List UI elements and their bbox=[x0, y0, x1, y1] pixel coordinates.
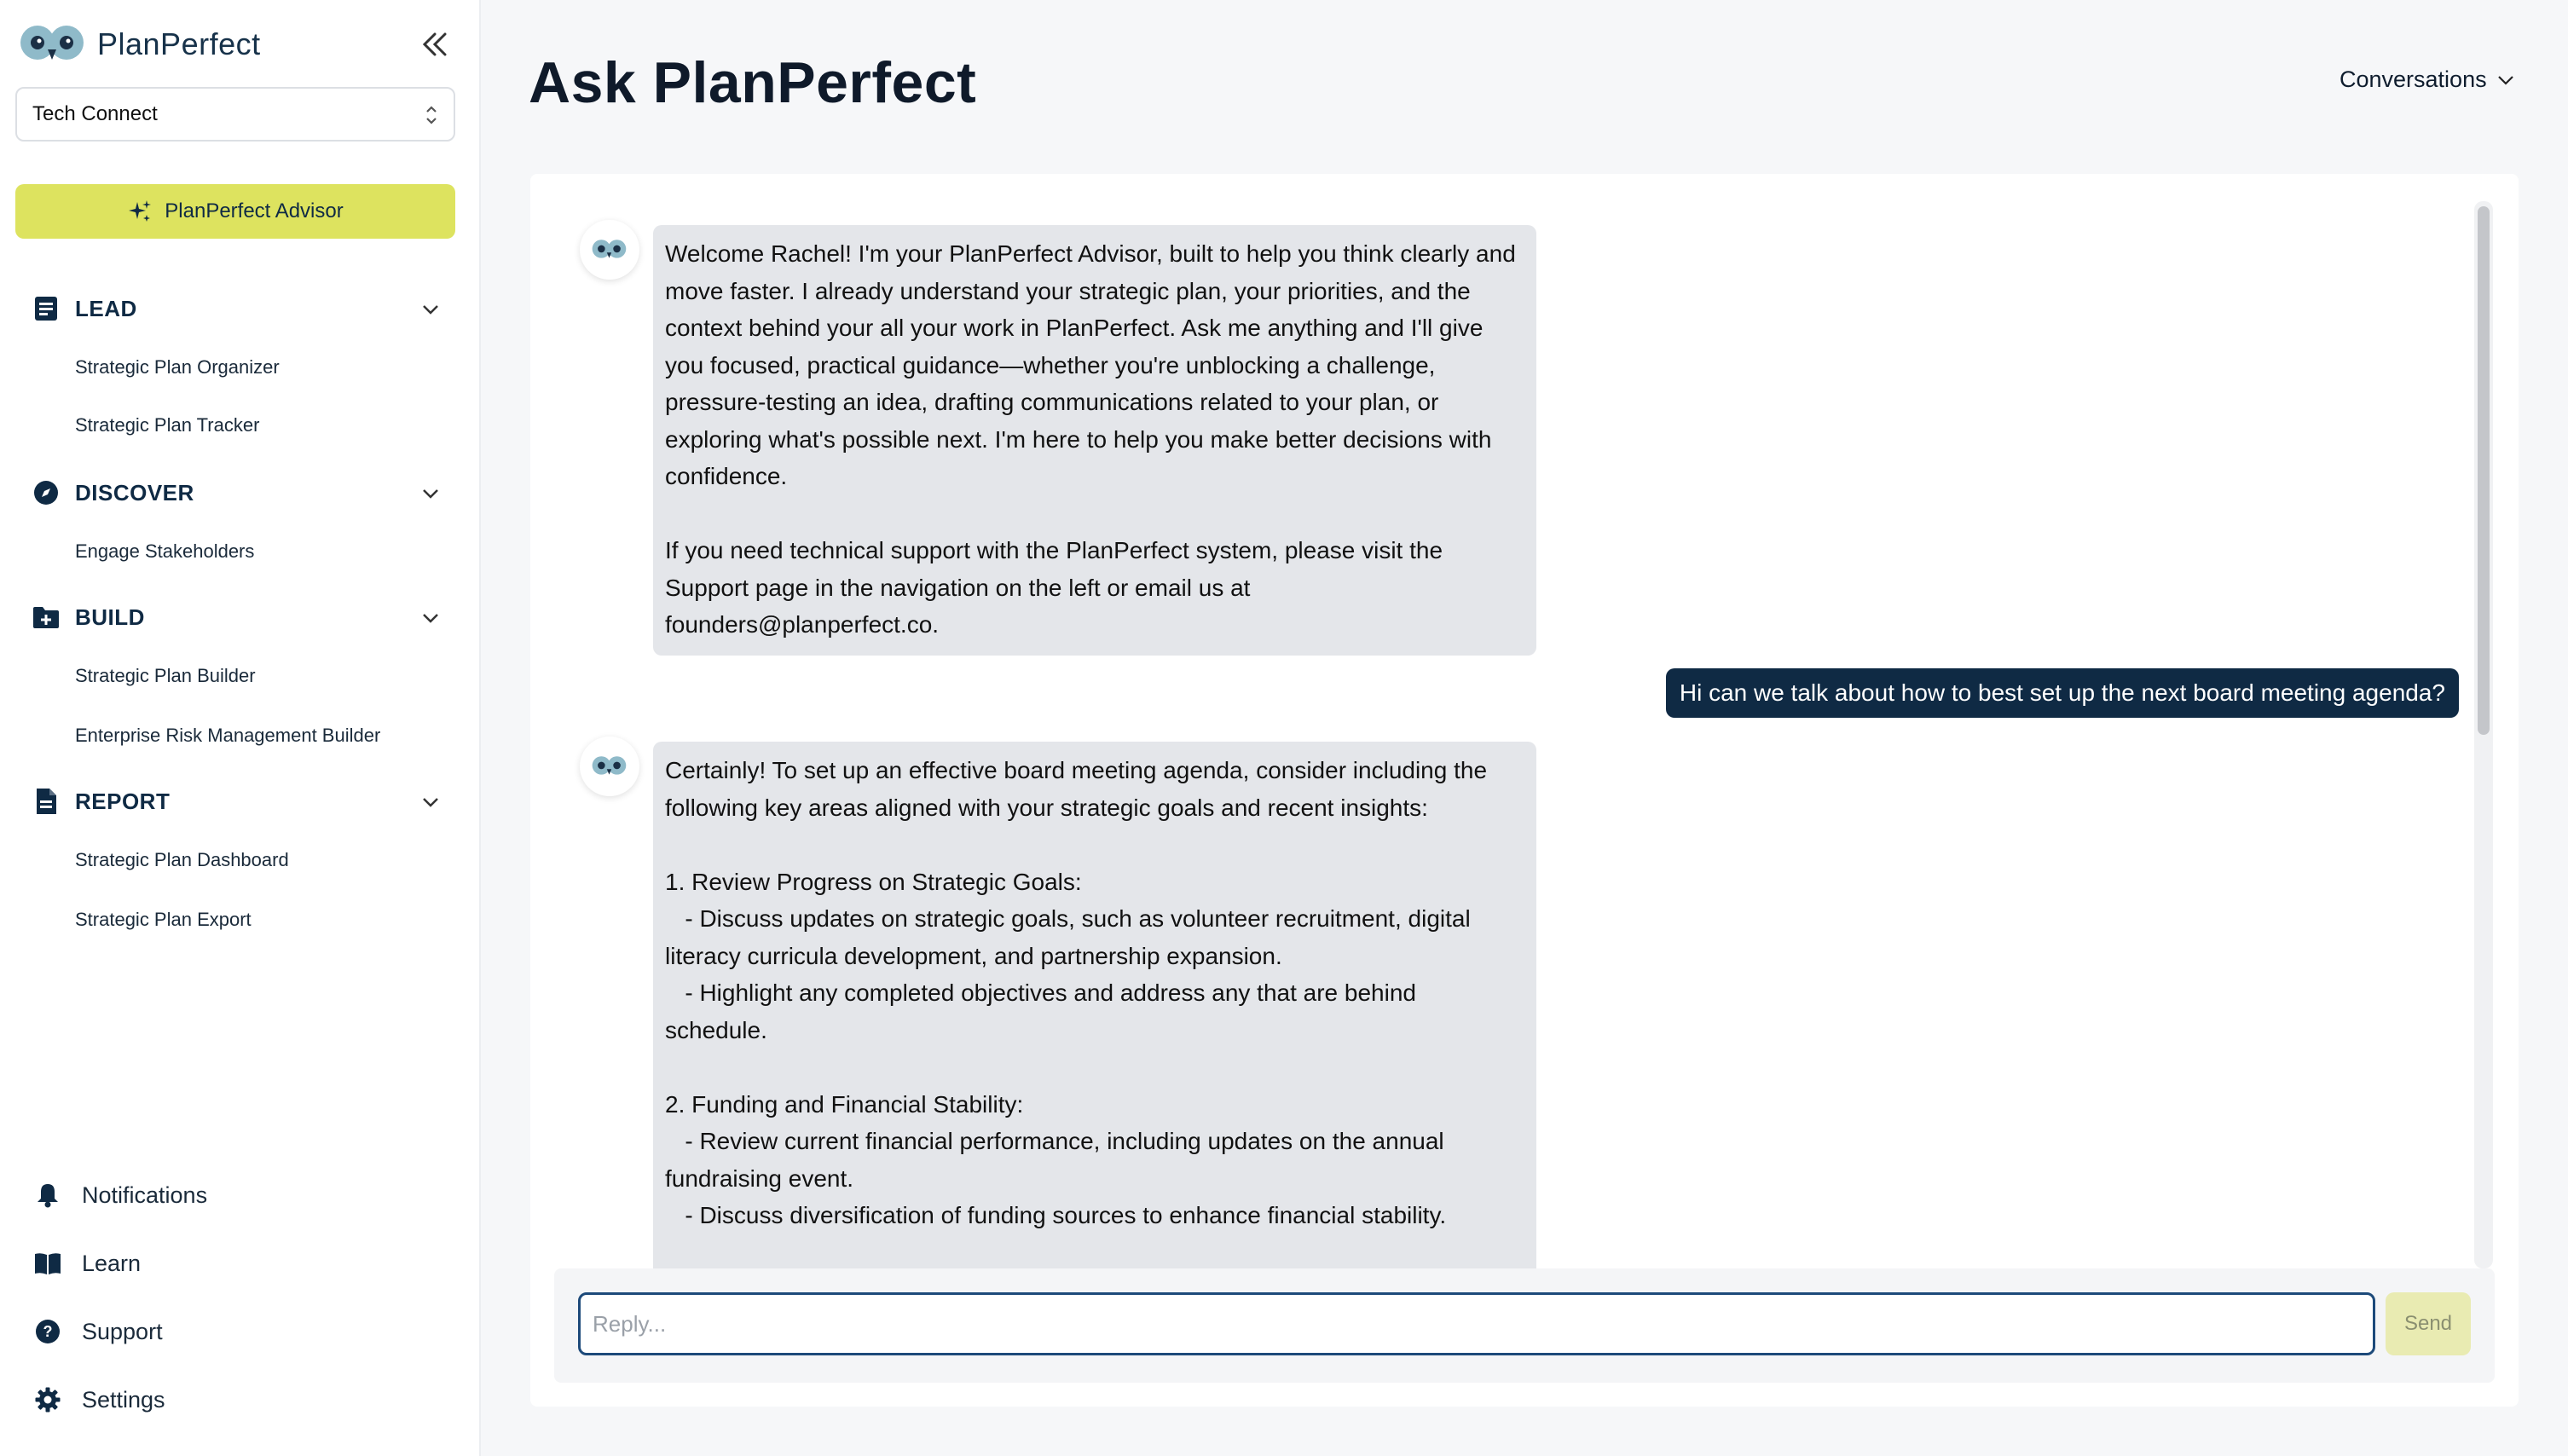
sparkles-icon bbox=[127, 199, 153, 224]
nav-support[interactable] bbox=[34, 1313, 163, 1350]
owl-avatar-icon bbox=[590, 237, 629, 263]
user-message: Hi can we talk about how to best set up the next board meeting agenda? bbox=[1666, 668, 2459, 718]
advisor-avatar bbox=[580, 737, 639, 796]
brand-name: PlanPerfect bbox=[97, 26, 261, 61]
message-list[interactable] bbox=[530, 201, 2474, 1268]
chevron-down-icon[interactable] bbox=[419, 791, 442, 813]
collapse-sidebar-button[interactable] bbox=[416, 27, 454, 61]
nav-support-label: Support bbox=[82, 1318, 163, 1344]
nav-learn-label: Learn bbox=[82, 1250, 142, 1276]
nav-learn[interactable] bbox=[34, 1245, 141, 1282]
chevron-down-icon bbox=[2496, 70, 2516, 90]
section-build-title: BUILD bbox=[75, 604, 145, 630]
compass-icon bbox=[32, 479, 60, 506]
nav-enterprise-risk-management-builder[interactable]: Enterprise Risk Management Builder bbox=[75, 725, 381, 746]
advisor-button-label: PlanPerfect Advisor bbox=[165, 199, 344, 222]
report-document-icon bbox=[32, 788, 60, 815]
nav-notifications[interactable] bbox=[34, 1176, 207, 1214]
svg-text:?: ? bbox=[43, 1323, 53, 1340]
send-button[interactable]: Send bbox=[2386, 1292, 2471, 1355]
section-build[interactable] bbox=[32, 600, 442, 634]
sidebar bbox=[0, 0, 481, 1456]
organization-select[interactable] bbox=[15, 87, 455, 142]
nav-strategic-plan-dashboard[interactable]: Strategic Plan Dashboard bbox=[75, 849, 289, 870]
planperfect-advisor-button[interactable] bbox=[15, 184, 455, 239]
nav-engage-stakeholders[interactable]: Engage Stakeholders bbox=[75, 540, 255, 562]
list-document-icon bbox=[32, 295, 60, 322]
book-icon bbox=[34, 1250, 61, 1277]
section-lead[interactable] bbox=[32, 292, 442, 326]
section-report-title: REPORT bbox=[75, 788, 171, 814]
folder-plus-icon bbox=[32, 604, 60, 631]
nav-strategic-plan-organizer[interactable]: Strategic Plan Organizer bbox=[75, 356, 280, 378]
owl-logo-icon bbox=[17, 20, 89, 68]
nav-notifications-label: Notifications bbox=[82, 1182, 208, 1208]
message-scrollbar-thumb[interactable] bbox=[2478, 206, 2490, 735]
nav-strategic-plan-tracker[interactable]: Strategic Plan Tracker bbox=[75, 414, 260, 436]
nav-strategic-plan-builder[interactable]: Strategic Plan Builder bbox=[75, 665, 256, 686]
organization-select-value: Tech Connect bbox=[32, 102, 158, 125]
composer bbox=[554, 1268, 2495, 1383]
nav-strategic-plan-export[interactable]: Strategic Plan Export bbox=[75, 909, 252, 930]
assistant-message: Certainly! To set up an effective board meeting agenda, consider including the following key areas aligned with your strategic goals and recent insights: 1. Review Progress on Strategic Goals: - Discuss updates on strategic goals, such as volunteer recruitment, digital literacy curricula development, and partnership expansion. - Highlight any completed objectives and address any that are behind schedule. 2. Funding and Financial Stability: - Review current financial performance, including updates on the annual fundraising event. - Discuss diversification of funding sources to enhance financial stability. bbox=[653, 742, 1536, 1320]
help-circle-icon bbox=[34, 1318, 61, 1345]
advisor-avatar bbox=[580, 220, 639, 280]
double-chevron-left-icon bbox=[416, 27, 454, 61]
conversations-dropdown[interactable] bbox=[2340, 66, 2516, 93]
conversations-label: Conversations bbox=[2340, 66, 2487, 92]
page-title: Ask PlanPerfect bbox=[529, 50, 977, 115]
section-discover[interactable] bbox=[32, 476, 442, 510]
section-discover-title: DISCOVER bbox=[75, 479, 194, 506]
bell-icon bbox=[34, 1182, 61, 1209]
chevron-down-icon[interactable] bbox=[419, 298, 442, 321]
nav-settings-label: Settings bbox=[82, 1386, 165, 1413]
owl-avatar-icon bbox=[590, 754, 629, 779]
brand-logo[interactable] bbox=[17, 19, 261, 70]
chevron-up-down-icon bbox=[425, 102, 438, 128]
section-lead-title: LEAD bbox=[75, 295, 137, 321]
reply-input[interactable] bbox=[578, 1292, 2375, 1355]
gear-icon bbox=[34, 1386, 61, 1413]
nav-settings[interactable] bbox=[34, 1381, 165, 1418]
assistant-message: Welcome Rachel! I'm your PlanPerfect Advisor, built to help you think clearly and move faster. I already understand your strategic plan, your priorities, and the context behind your all your work in PlanPerfect. Ask me anything and I'll give you focused, practical guidance—whether you're unblocking a challenge, pressure-testing an idea, drafting communications related to your plan, or exploring what's possible next. I'm here to help you make better decisions with confidence. If you need technical support with the PlanPerfect system, please visit the Support page in the navigation on the left or email us at founders@planperfect.co. bbox=[653, 225, 1536, 656]
section-report[interactable] bbox=[32, 784, 442, 818]
chevron-down-icon[interactable] bbox=[419, 607, 442, 629]
chevron-down-icon[interactable] bbox=[419, 482, 442, 505]
